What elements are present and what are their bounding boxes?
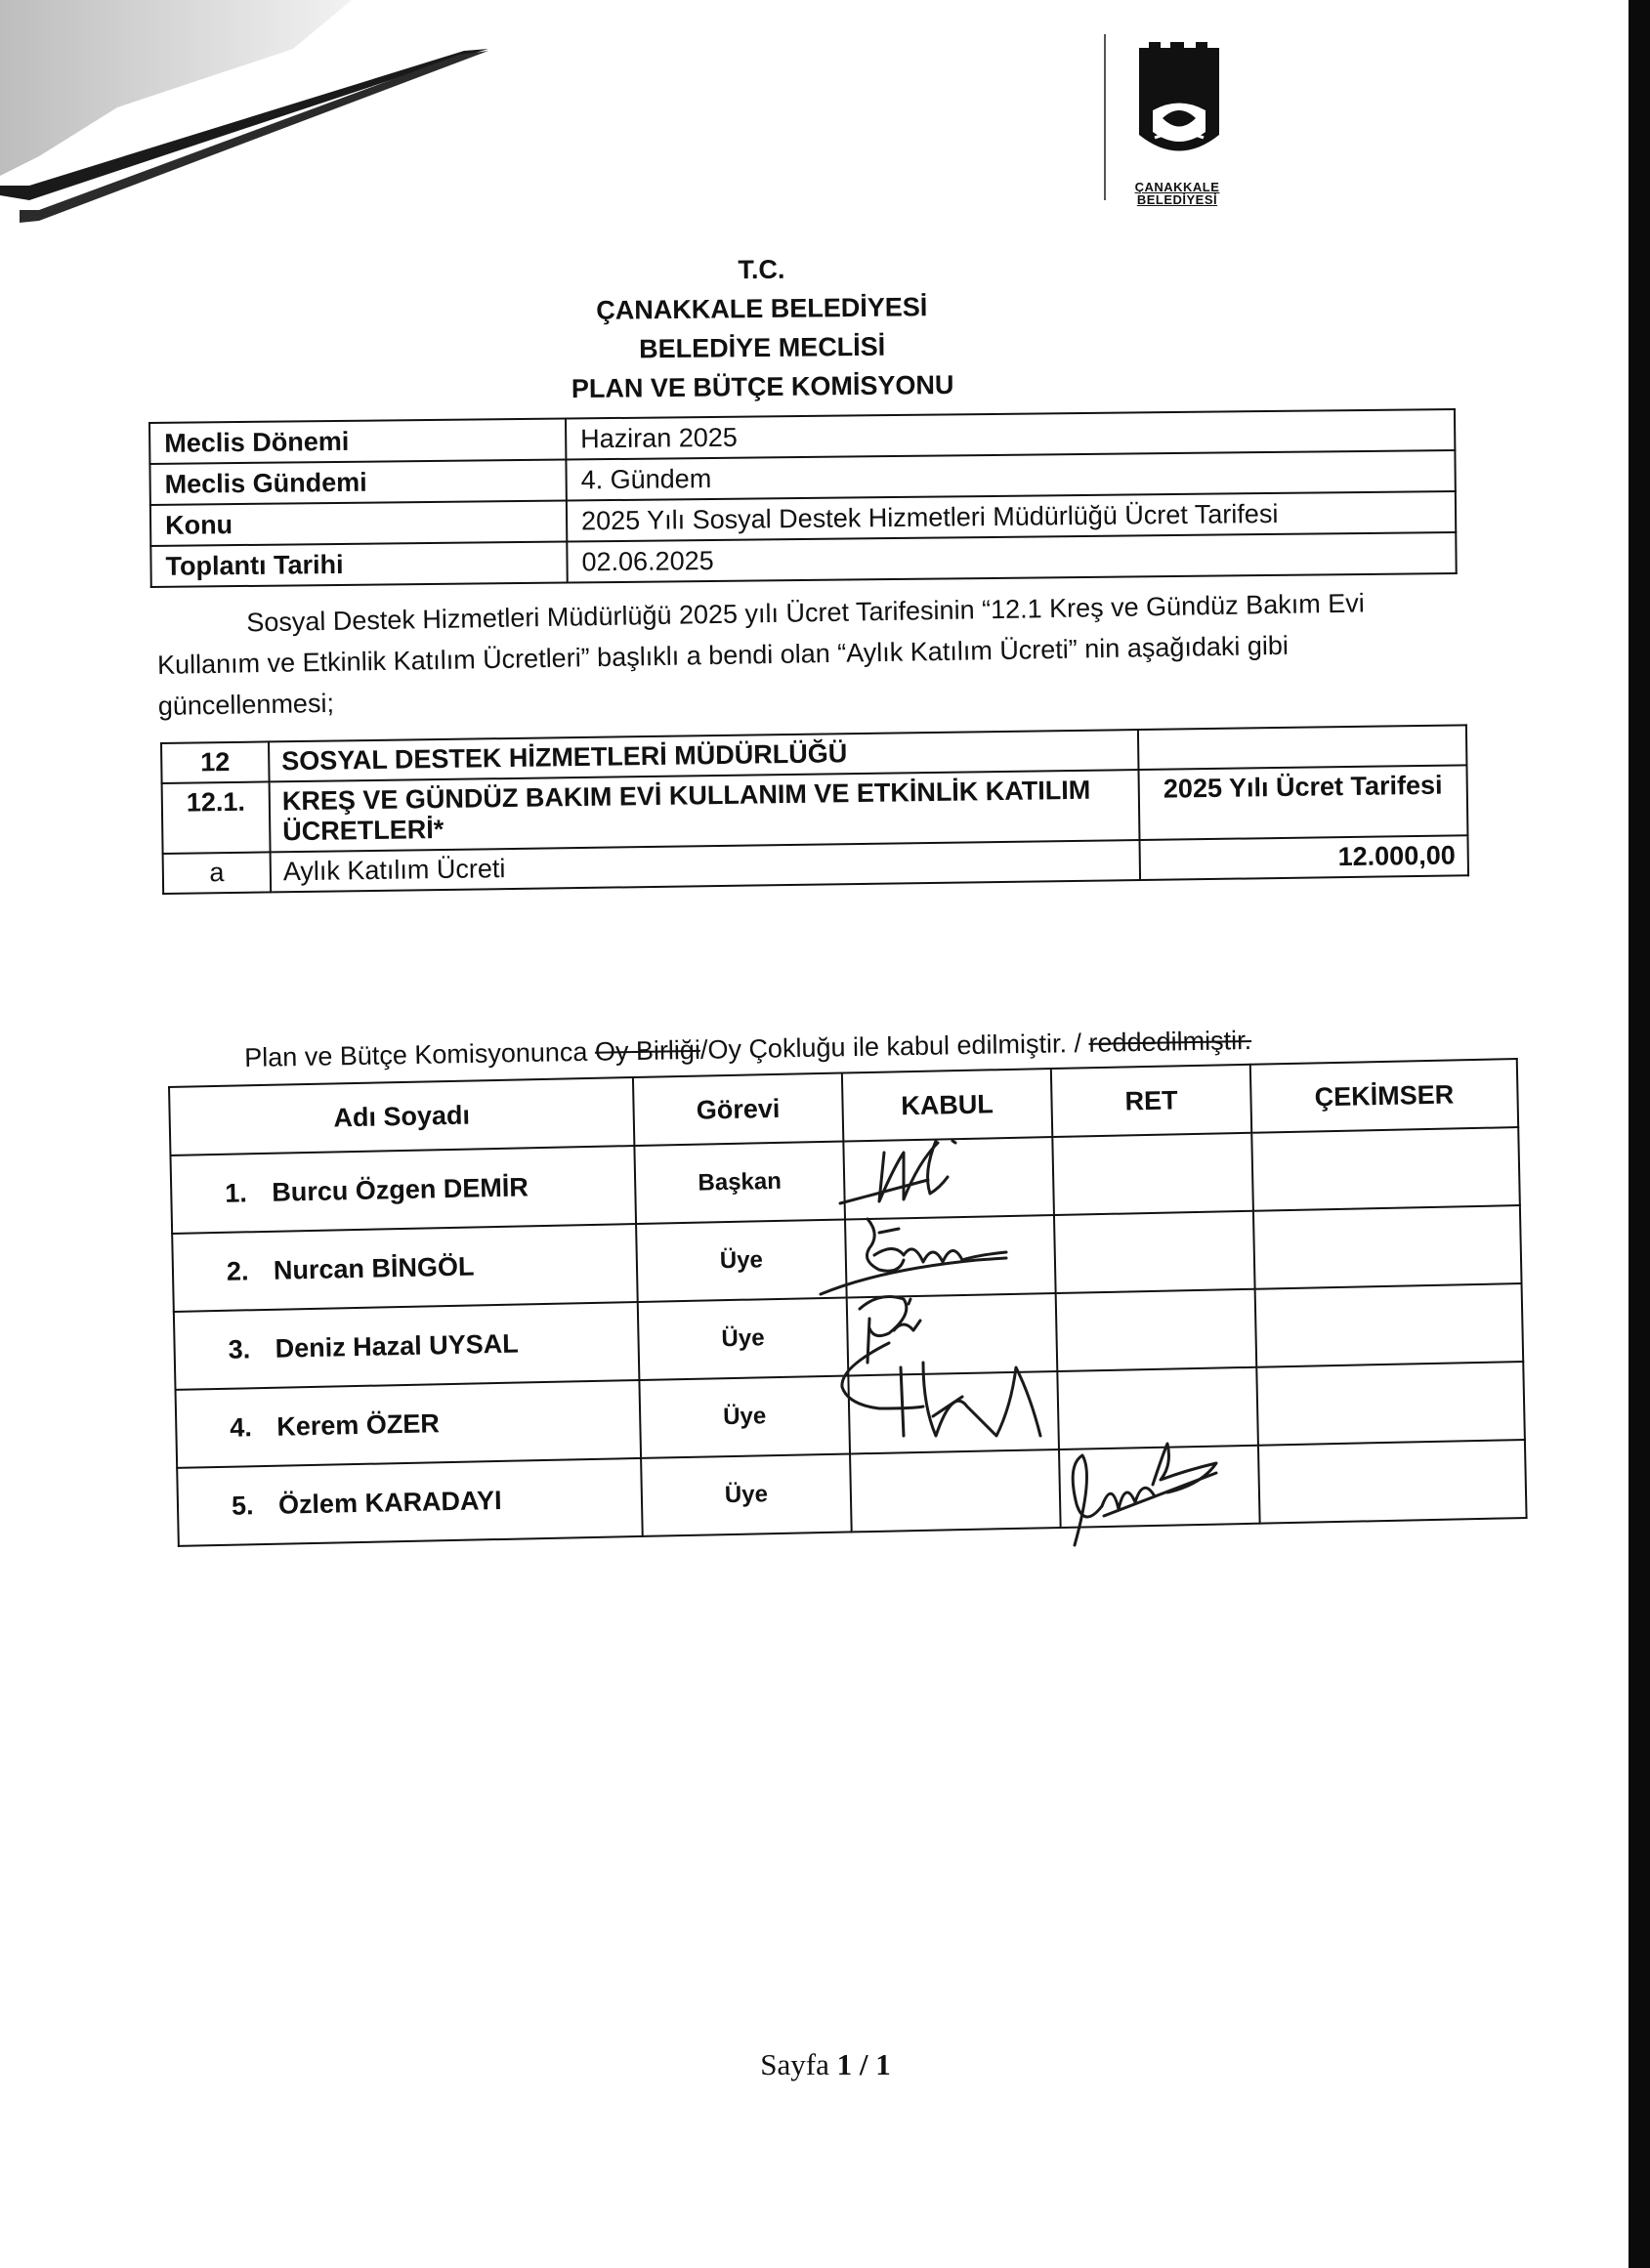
heading-commission: PLAN VE BÜTÇE KOMİSYONU [571, 369, 954, 404]
header-role: Görevi [633, 1073, 843, 1146]
member-role: Üye [636, 1220, 847, 1302]
member-name: Burcu Özgen DEMİR [271, 1171, 529, 1207]
decision-struck-unanimous: Oy Birliği [594, 1034, 701, 1067]
signature-4 [842, 1343, 1040, 1436]
footer-sayfa: Sayfa [760, 2047, 829, 2081]
info-value: 2025 Yılı Sosyal Destek Hizmetleri Müdürlüğü Ücret Tarifesi [567, 491, 1456, 542]
logo-line2: BELEDİYESİ [1136, 192, 1218, 207]
logo-line1: ÇANAKKALE [1134, 180, 1220, 194]
page-footer [684, 2047, 967, 2082]
header-name: Adı Soyadı [169, 1077, 634, 1155]
tariff-number: 12.1. [162, 781, 271, 854]
member-role: Üye [639, 1375, 850, 1457]
member-name: Kerem ÖZER [276, 1407, 441, 1442]
page-number: 1 / 1 [836, 2047, 891, 2081]
member-name: Özlem KARADAYI [277, 1485, 502, 1520]
header-accept: KABUL [842, 1069, 1052, 1141]
member-number: 1. [224, 1177, 248, 1208]
decision-prefix: Plan ve Bütçe Komisyonunca [244, 1036, 596, 1072]
info-value: 4. Gündem [566, 450, 1455, 501]
tariff-number: a [163, 852, 272, 894]
decision-struck-rejected: reddedilmiştir. [1088, 1026, 1252, 1058]
info-value: 02.06.2025 [567, 532, 1456, 583]
tariff-number: 12 [161, 741, 270, 783]
member-name: Deniz Hazal UYSAL [275, 1328, 519, 1364]
decision-middle: /Oy Çokluğu ile kabul edilmiştir. / [699, 1028, 1089, 1065]
member-role: Üye [641, 1453, 852, 1535]
member-number: 2. [226, 1255, 249, 1286]
paragraph-text: Sosyal Destek Hizmetleri Müdürlüğü 2025 yılı Ücret Tarifesinin “12.1 Kreş ve Gündüz Bakım Evi Kullanım ve Etkinlik Katılım Ücretleri” başlıklı a bendi olan “Aylık Katılım Ücreti” nin aşağıdaki gibi güncellenmesi; [156, 588, 1365, 721]
heading-council: BELEDİYE MECLİSİ [639, 331, 886, 364]
tariff-price-header: 2025 Yılı Ücret Tarifesi [1138, 765, 1467, 840]
heading-tc: T.C. [738, 254, 785, 285]
info-value: Haziran 2025 [566, 409, 1455, 460]
signature-2 [821, 1219, 1006, 1294]
header-reject: RET [1051, 1065, 1251, 1137]
info-label: Meclis Dönemi [149, 419, 566, 464]
member-name: Nurcan BİNGÖL [273, 1250, 475, 1285]
signature-5 [1073, 1444, 1216, 1545]
info-label: Meclis Gündemi [149, 460, 566, 505]
tariff-price: 12.000,00 [1139, 835, 1468, 880]
tariff-title: SOSYAL DESTEK HİZMETLERİ MÜDÜRLÜĞÜ [269, 730, 1138, 781]
member-number: 5. [231, 1490, 254, 1521]
tariff-title: KREŞ VE GÜNDÜZ BAKIM EVİ KULLANIM VE ETKİNLİK KATILIM ÜCRETLERİ* [270, 770, 1140, 852]
heading-municipality: ÇANAKKALE BELEDİYESİ [596, 292, 928, 325]
signature-1 [840, 1141, 955, 1203]
info-label: Konu [150, 501, 567, 546]
member-number: 3. [228, 1333, 251, 1365]
member-number: 4. [230, 1411, 253, 1443]
tariff-title: Aylık Katılım Ücreti [271, 840, 1140, 892]
member-role: Başkan [634, 1142, 845, 1224]
info-label: Toplantı Tarihi [150, 542, 567, 587]
member-role: Üye [638, 1297, 849, 1379]
header-abstain: ÇEKİMSER [1250, 1059, 1518, 1133]
